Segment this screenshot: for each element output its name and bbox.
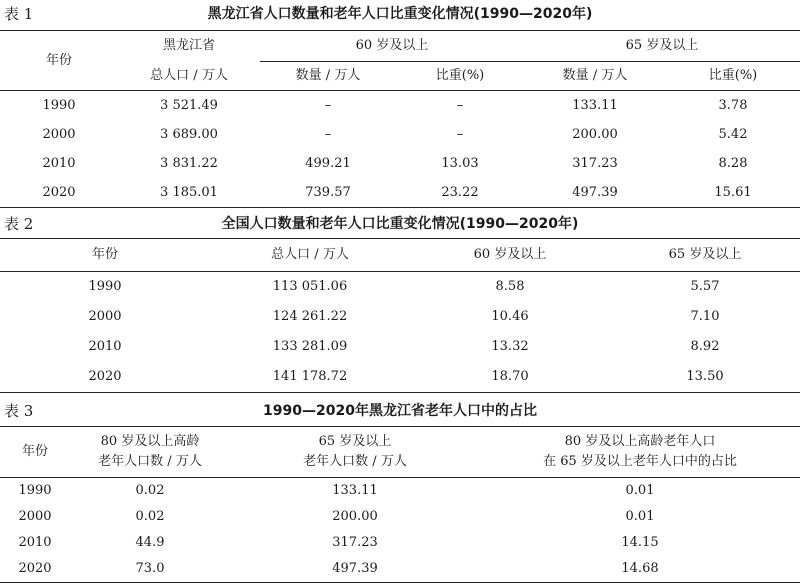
table2-cell-a65: 7.10 xyxy=(690,309,720,324)
table3-cell-old80: 73.0 xyxy=(70,556,230,583)
table-row xyxy=(0,302,800,332)
table3-cell-old65: 317.23 xyxy=(332,535,378,550)
table1-cell-n60: 499.21 xyxy=(305,155,351,171)
table1-header-count60: 数量 / 万人 xyxy=(260,62,396,91)
table3-header-share-line1: 80 岁及以上高龄老年人口 xyxy=(564,434,716,449)
table3-cell-share: 14.68 xyxy=(480,556,800,583)
table3-cell-share: 0.01 xyxy=(625,483,655,498)
table2 xyxy=(0,238,800,393)
table1-cell-year: 2000 xyxy=(42,126,76,142)
table2-cell-a60: 13.32 xyxy=(491,339,529,354)
table1-cell-r65: 8.28 xyxy=(718,155,748,171)
table-row xyxy=(0,272,800,303)
table2-header-age60: 60 岁及以上 xyxy=(410,239,610,272)
table3-cell-year: 1990 xyxy=(18,483,52,498)
table2-cell-a65: 5.57 xyxy=(690,279,720,294)
table1 xyxy=(0,30,800,208)
table2-cell-year: 2000 xyxy=(88,309,122,324)
table-row xyxy=(0,478,800,505)
table1-cell-n65: 200.00 xyxy=(572,126,618,142)
table2-cell-year: 2010 xyxy=(88,339,122,354)
table1-cell-n65: 317.23 xyxy=(572,155,618,171)
table2-header-age65: 65 岁及以上 xyxy=(610,239,800,272)
table2-header-year: 年份 xyxy=(0,239,210,272)
table1-header-group65: 65 岁及以上 xyxy=(524,31,800,62)
table3-header-share xyxy=(480,427,800,478)
table-row xyxy=(0,120,800,149)
table2-cell-a60: 18.70 xyxy=(410,362,610,393)
table1-cell-r60: – xyxy=(456,126,464,142)
table3-header-old65 xyxy=(230,427,480,478)
table1-cell-year: 2020 xyxy=(0,178,118,208)
table3-title: 1990—2020年黑龙江省老年人口中的占比 xyxy=(263,403,537,419)
table3-header-year: 年份 xyxy=(0,427,70,478)
table1-header-ratio65: 比重(%) xyxy=(666,62,800,91)
table-row xyxy=(0,149,800,178)
table-row xyxy=(0,556,800,583)
table1-header-group60: 60 岁及以上 xyxy=(260,31,524,62)
table3-cell-old65: 497.39 xyxy=(230,556,480,583)
table1-cell-n65: 497.39 xyxy=(524,178,666,208)
table-row xyxy=(0,504,800,530)
table1-label: 表 1 xyxy=(4,5,34,23)
table1-cell-r65: 15.61 xyxy=(666,178,800,208)
table3-cell-old65: 133.11 xyxy=(332,483,378,498)
table1-cell-n60: – xyxy=(324,97,332,113)
table-row xyxy=(0,178,800,208)
table2-cell-a65: 8.92 xyxy=(690,339,720,354)
table-row xyxy=(0,362,800,393)
table1-title: 黑龙江省人口数量和老年人口比重变化情况(1990—2020年) xyxy=(207,6,593,22)
table1-cell-total: 3 831.22 xyxy=(160,155,218,171)
table3-header-old65-line2: 老年人口数 / 万人 xyxy=(303,454,407,469)
table3-header-old80-line2: 老年人口数 / 万人 xyxy=(98,454,202,469)
table3-cell-share: 14.15 xyxy=(621,535,659,550)
table2-cell-total: 113 051.06 xyxy=(272,279,348,294)
table1-cell-total: 3 689.00 xyxy=(160,126,218,142)
table-row xyxy=(0,332,800,362)
table2-cell-a60: 8.58 xyxy=(495,279,525,294)
table3-header-share-line2: 在 65 岁及以上老年人口中的占比 xyxy=(543,454,737,469)
table3-cell-old80: 44.9 xyxy=(135,535,165,550)
table1-cell-r65: 3.78 xyxy=(718,97,748,113)
table1-header-year: 年份 xyxy=(0,31,118,91)
table1-cell-n60: – xyxy=(324,126,332,142)
table3-cell-old80: 0.02 xyxy=(135,509,165,524)
table3-header-old80 xyxy=(70,427,230,478)
table2-cell-a60: 10.46 xyxy=(491,309,529,324)
table1-cell-total: 3 185.01 xyxy=(118,178,260,208)
table3-cell-year: 2020 xyxy=(0,556,70,583)
table1-header-ratio60: 比重(%) xyxy=(396,62,524,91)
table3-cell-old80: 0.02 xyxy=(135,483,165,498)
table3-header-old65-line1: 65 岁及以上 xyxy=(318,434,392,449)
table2-cell-total: 141 178.72 xyxy=(210,362,410,393)
table2-cell-total: 124 261.22 xyxy=(272,309,348,324)
table1-cell-n60: 739.57 xyxy=(260,178,396,208)
table2-title: 全国人口数量和老年人口比重变化情况(1990—2020年) xyxy=(221,216,579,232)
table1-header-total-line1: 黑龙江省 xyxy=(118,31,260,62)
table2-header-total: 总人口 / 万人 xyxy=(210,239,410,272)
table3 xyxy=(0,426,800,583)
table3-label: 表 3 xyxy=(4,402,34,420)
table1-cell-r60: – xyxy=(456,97,464,113)
table3-cell-share: 0.01 xyxy=(625,509,655,524)
table3-cell-year: 2000 xyxy=(18,509,52,524)
table3-header-old80-line1: 80 岁及以上高龄 xyxy=(100,434,200,449)
table1-cell-r60: 23.22 xyxy=(396,178,524,208)
table1-header-count65: 数量 / 万人 xyxy=(524,62,666,91)
table-row xyxy=(0,530,800,556)
table1-cell-year: 2010 xyxy=(42,155,76,171)
table1-header-total-line2: 总人口 / 万人 xyxy=(118,62,260,91)
table3-cell-year: 2010 xyxy=(18,535,52,550)
table1-cell-r60: 13.03 xyxy=(441,155,479,171)
table2-cell-year: 2020 xyxy=(0,362,210,393)
table2-cell-year: 1990 xyxy=(88,279,122,294)
table1-cell-total: 3 521.49 xyxy=(160,97,218,113)
table3-cell-old65: 200.00 xyxy=(332,509,378,524)
table1-cell-year: 1990 xyxy=(42,97,76,113)
table1-cell-r65: 5.42 xyxy=(718,126,748,142)
table1-cell-n65: 133.11 xyxy=(572,97,618,113)
table2-label: 表 2 xyxy=(4,215,34,233)
table2-cell-total: 133 281.09 xyxy=(272,339,348,354)
table-row xyxy=(0,91,800,121)
table2-cell-a65: 13.50 xyxy=(610,362,800,393)
